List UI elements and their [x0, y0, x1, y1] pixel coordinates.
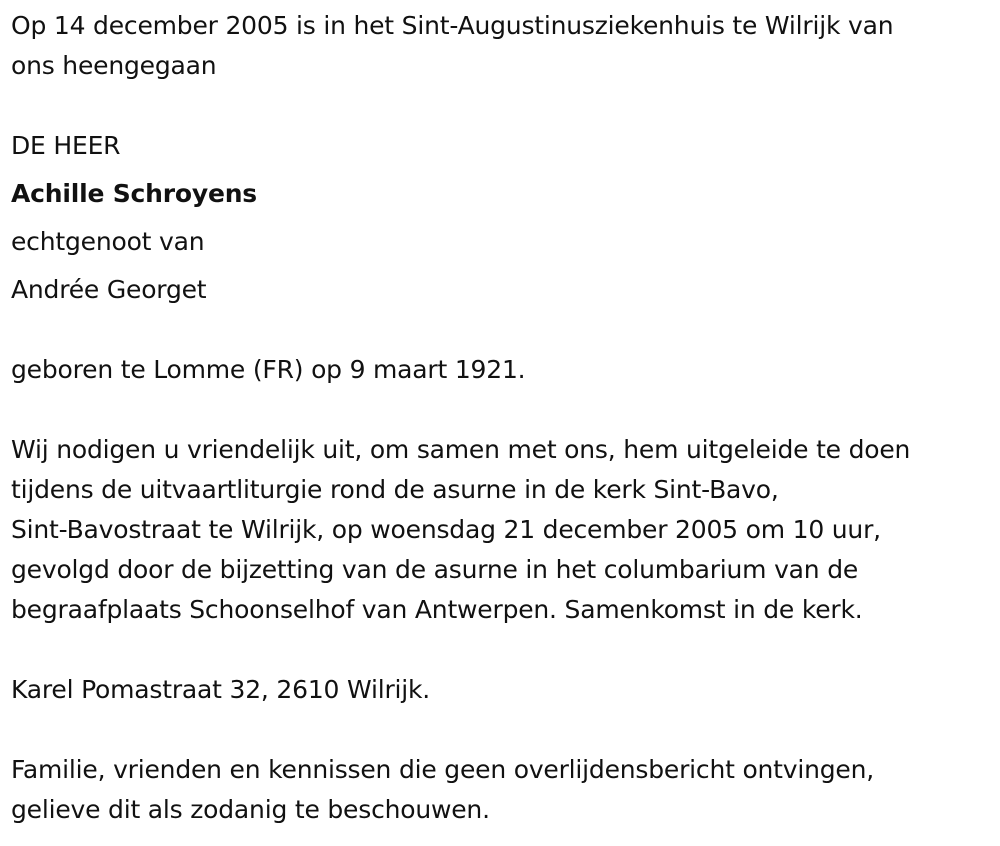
- deceased-name: Achille Schroyens: [11, 179, 257, 208]
- deceased-title: DE HEER: [11, 131, 121, 160]
- intro-line-2: ons heengegaan: [11, 51, 217, 80]
- closing-line-1: Familie, vrienden en kennissen die geen overlijdensbericht ontvingen,: [11, 755, 875, 784]
- invitation-line-5: begraafplaats Schoonselhof van Antwerpen. Samenkomst in de kerk.: [11, 595, 863, 624]
- invitation-line-1: Wij nodigen u vriendelijk uit, om samen met ons, hem uitgeleide te doen: [11, 435, 911, 464]
- invitation-line-4: gevolgd door de bijzetting van de asurne in het columbarium van de: [11, 555, 859, 584]
- invitation-line-2: tijdens de uitvaartliturgie rond de asurne in de kerk Sint-Bavo,: [11, 475, 779, 504]
- spouse-name: Andrée Georget: [11, 275, 207, 304]
- invitation-line-3: Sint-Bavostraat te Wilrijk, op woensdag 21 december 2005 om 10 uur,: [11, 515, 881, 544]
- intro-line-1: Op 14 december 2005 is in het Sint-Augustinusziekenhuis te Wilrijk van: [11, 11, 894, 40]
- closing-line-2: gelieve dit als zodanig te beschouwen.: [11, 795, 490, 824]
- relation-label: echtgenoot van: [11, 227, 205, 256]
- address: Karel Pomastraat 32, 2610 Wilrijk.: [11, 675, 431, 704]
- birth-info: geboren te Lomme (FR) op 9 maart 1921.: [11, 355, 526, 384]
